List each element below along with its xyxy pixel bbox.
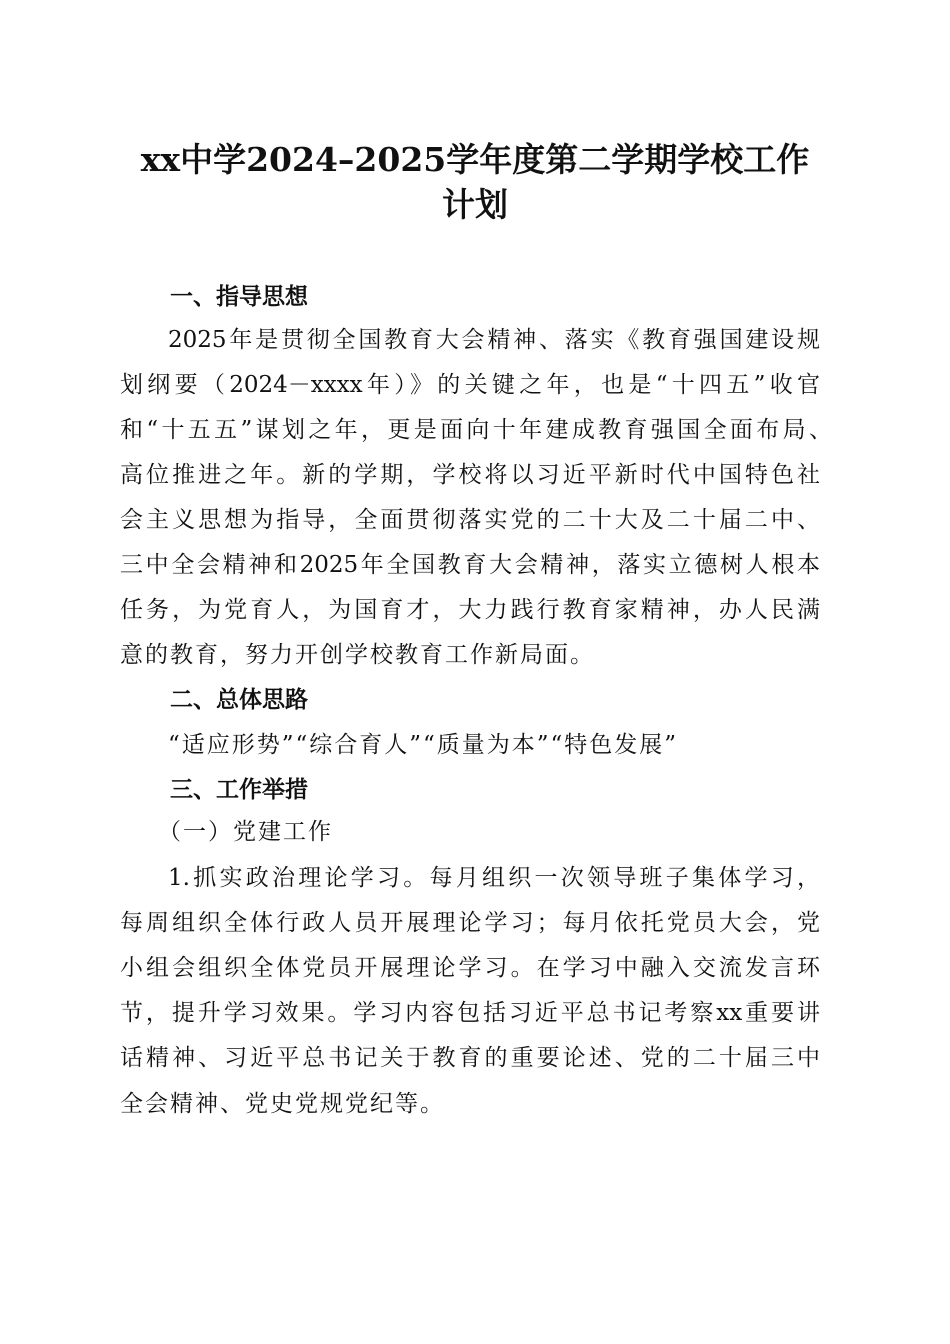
paragraph-line: 1.抓实政治理论学习。每月组织一次领导班子集体学习， — [168, 865, 820, 891]
paragraph-line: 小组会组织全体党员开展理论学习。在学习中融入交流发言环 — [120, 955, 820, 981]
paragraph-line: 高位推进之年。新的学期，学校将以习近平新时代中国特色社 — [120, 462, 820, 488]
document-title-line1: xx中学2024–2025学年度第二学期学校工作 — [140, 140, 810, 179]
paragraph-line: “适应形势”“综合育人”“质量为本”“特色发展” — [168, 732, 679, 758]
section-heading-work-measures: 三、工作举措 — [170, 777, 308, 803]
document-title-line2: 计划 — [442, 185, 508, 224]
paragraph-line: 2025年是贯彻全国教育大会精神、落实《教育强国建设规 — [168, 327, 820, 353]
paragraph-line: 和“十五五”谋划之年，更是面向十年建成教育强国全面布局、 — [120, 417, 832, 443]
subsection-heading-party-building: （一）党建工作 — [158, 819, 333, 845]
section-heading-guiding-ideology: 一、指导思想 — [170, 284, 308, 310]
paragraph-line: 三中全会精神和2025年全国教育大会精神，落实立德树人根本 — [120, 552, 820, 578]
paragraph-line: 全会精神、党史党规党纪等。 — [120, 1091, 445, 1117]
section-heading-overall-approach: 二、总体思路 — [170, 687, 308, 713]
paragraph-line: 每周组织全体行政人员开展理论学习；每月依托党员大会，党 — [120, 910, 820, 936]
paragraph-line: 意的教育，努力开创学校教育工作新局面。 — [120, 642, 595, 668]
paragraph-line: 划纲要（2024－xxxx年）》的关键之年，也是“十四五”收官 — [120, 372, 820, 398]
paragraph-line: 任务，为党育人，为国育才，大力践行教育家精神，办人民满 — [120, 597, 820, 623]
paragraph-line: 节，提升学习效果。学习内容包括习近平总书记考察xx重要讲 — [120, 1000, 820, 1026]
paragraph-line: 话精神、习近平总书记关于教育的重要论述、党的二十届三中 — [120, 1045, 820, 1071]
paragraph-line: 会主义思想为指导，全面贯彻落实党的二十大及二十届二中、 — [120, 507, 820, 533]
